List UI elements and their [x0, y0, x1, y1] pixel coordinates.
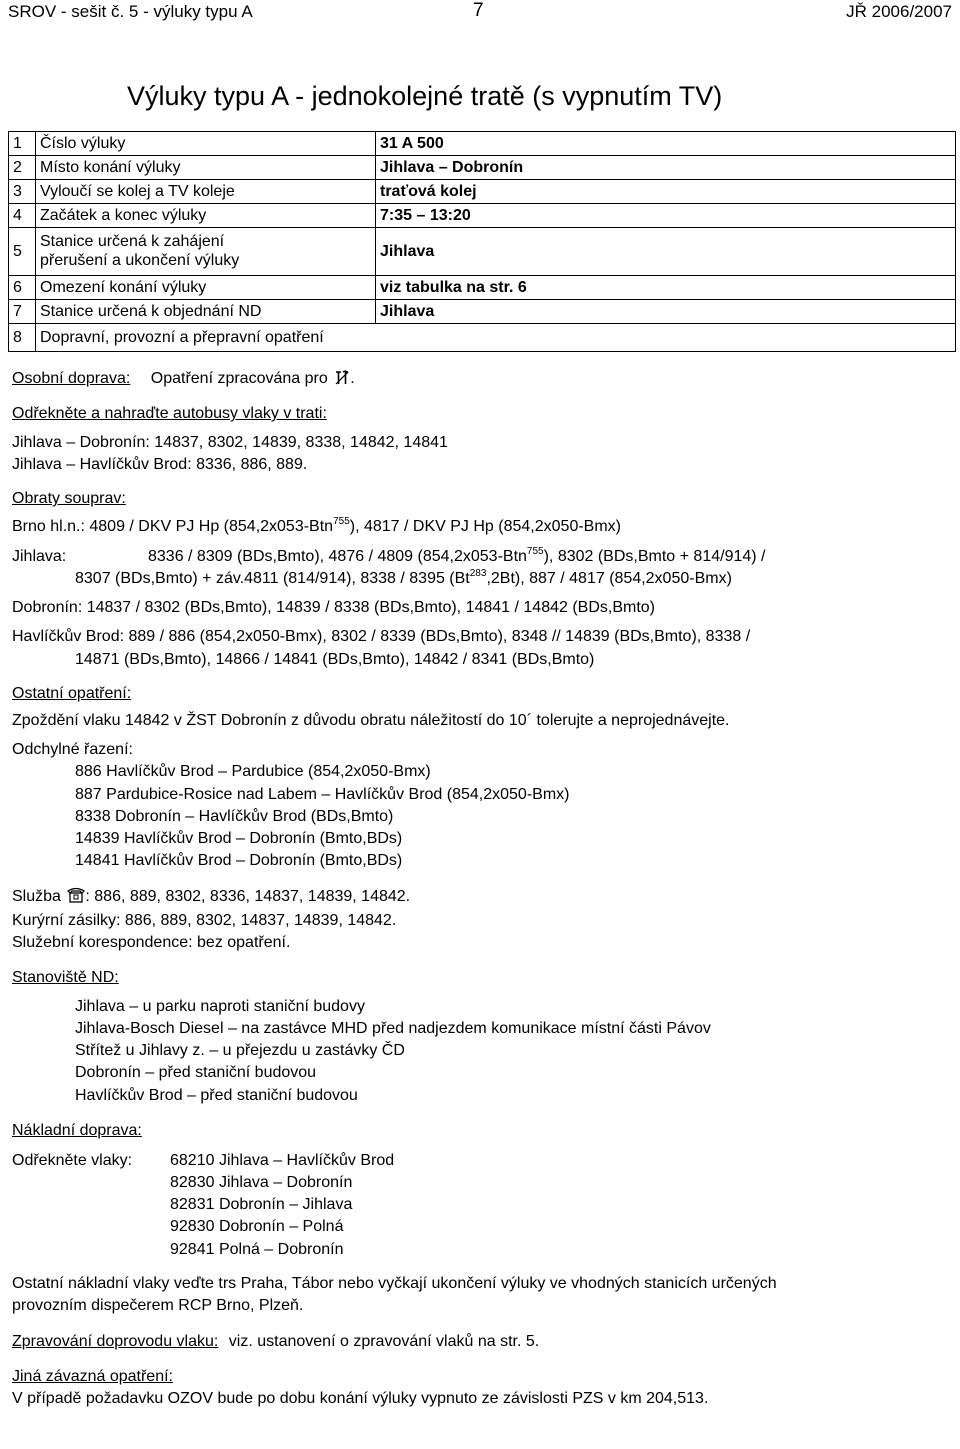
text-part: ,2Bt), 887 / 4817 (854,2x050-Bmx) — [486, 570, 732, 587]
text-part: 8307 (BDs,Bmto) + záv.4811 (814/914), 8338 / 8395 (Bt — [75, 570, 470, 587]
table-row — [9, 228, 956, 276]
header-right: JŘ 2006/2007 — [846, 2, 952, 21]
sluzba-line — [12, 887, 410, 906]
odreknete-heading: Odřekněte a nahraďte autobusy vlaky v trati: — [12, 405, 327, 422]
row-value: Jihlava — [376, 228, 956, 276]
row-number: 2 — [9, 156, 36, 180]
row-number: 6 — [9, 276, 36, 300]
obraty-jihlava-2 — [75, 569, 732, 588]
text-part: ), 4817 / DKV PJ Hp (854,2x050-Bmx) — [349, 518, 621, 535]
row-label: Začátek a konec výluky — [36, 204, 376, 228]
obraty-hb: 14871 (BDs,Bmto), 14866 / 14841 (BDs,Bmto), 14842 / 8341 (BDs,Bmto) — [75, 651, 595, 668]
odreknete-line: Jihlava – Dobronín: 14837, 8302, 14839, 8338, 14842, 14841 — [12, 434, 448, 451]
row-label: Číslo výluky — [36, 132, 376, 156]
obraty-heading: Obraty souprav: — [12, 490, 126, 507]
zpozdeni-text: Zpoždění vlaku 14842 v ŽST Dobronín z důvodu obratu náležitostí do 10´ tolerujte a neprojednávejte. — [12, 712, 730, 729]
table-row — [9, 156, 956, 180]
row-number: 5 — [9, 228, 36, 276]
obraty-brno — [12, 517, 621, 536]
row-number: 1 — [9, 132, 36, 156]
list-item: 92841 Polná – Dobronín — [170, 1241, 344, 1258]
jina-text: V případě požadavku OZOV bude po dobu konání výluky vypnuto ze závislosti PZS v km 204,513. — [12, 1390, 709, 1407]
row-label: Vyloučí se kolej a TV koleje — [36, 180, 376, 204]
row-value: 31 A 500 — [376, 132, 956, 156]
list-item: 886 Havlíčkův Brod – Pardubice (854,2x050-Bmx) — [75, 763, 431, 780]
text-part: 8336 / 8309 (BDs,Bmto), 4876 / 4809 (854,2x053-Btn — [148, 548, 527, 565]
text-part: : 886, 889, 8302, 8336, 14837, 14839, 14842. — [85, 888, 411, 905]
obraty-hb: Havlíčkův Brod: 889 / 886 (854,2x050-Bmx), 8302 / 8339 (BDs,Bmto), 8348 // 14839 (BDs,Bmto), 8338 / — [12, 628, 751, 645]
list-item: 68210 Jihlava – Havlíčkův Brod — [170, 1152, 395, 1169]
stanoviste-heading: Stanoviště ND: — [12, 969, 119, 986]
superscript: 283 — [469, 568, 487, 579]
row-label: Stanice určená k objednání ND — [36, 300, 376, 324]
table-row — [9, 324, 956, 352]
osobni-heading: Osobní doprava: — [12, 370, 131, 387]
header-left: SROV - sešit č. 5 - výluky typu A — [8, 2, 253, 21]
list-item: 14839 Havlíčkův Brod – Dobronín (Bmto,BDs) — [75, 830, 403, 847]
korespondence-line: Služební korespondence: bez opatření. — [12, 934, 291, 951]
list-item: Dobronín – před staniční budovou — [75, 1064, 317, 1081]
obraty-jihlava — [148, 547, 765, 566]
table-row — [9, 180, 956, 204]
row-number: 8 — [9, 324, 36, 352]
table-row — [9, 300, 956, 324]
text-part: Služba — [12, 888, 61, 905]
info-table — [8, 131, 956, 352]
odreknete-line: Jihlava – Havlíčkův Brod: 8336, 886, 889. — [12, 456, 308, 473]
row-value: Jihlava — [376, 300, 956, 324]
table-row — [9, 132, 956, 156]
zpravovani-line — [12, 1332, 539, 1351]
list-item: 82831 Dobronín – Jihlava — [170, 1196, 353, 1213]
nakladni-heading: Nákladní doprava: — [12, 1122, 142, 1139]
list-item: 14841 Havlíčkův Brod – Dobronín (Bmto,BDs) — [75, 852, 403, 869]
row-number: 7 — [9, 300, 36, 324]
nakladni-ostatni: Ostatní nákladní vlaky veďte trs Praha, Tábor nebo vyčkají ukončení výluky ve vhodných stanicích určených — [12, 1275, 777, 1292]
zpravovani-heading: Zpravování doprovodu vlaku: — [12, 1333, 219, 1350]
list-item: Střítež u Jihlavy z. – u přejezdu u zastávky ČD — [75, 1042, 405, 1059]
list-item: Jihlava-Bosch Diesel – na zastávce MHD před nadjezdem komunikace místní části Pávov — [75, 1020, 711, 1037]
row-label: Dopravní, provozní a přepravní opatření — [36, 324, 956, 352]
nakladni-first-prefix: Odřekněte vlaky: — [12, 1152, 133, 1169]
osobni-section — [12, 369, 355, 388]
row-label: Omezení konání výluky — [36, 276, 376, 300]
page-number: 7 — [473, 0, 484, 21]
ostatni-heading: Ostatní opatření: — [12, 685, 132, 702]
row-label-line: přerušení a ukončení výluky — [40, 251, 240, 269]
jina-heading: Jiná závazná opatření: — [12, 1368, 173, 1385]
row-label: Místo konání výluky — [36, 156, 376, 180]
obraty-jihlava-label: Jihlava: — [12, 548, 67, 565]
text-part: Brno hl.n.: 4809 / DKV PJ Hp (854,2x053-Btn — [12, 518, 334, 535]
zpravovani-text: viz. ustanovení o zpravování vlaků na str. 5. — [228, 1333, 540, 1350]
row-label — [36, 228, 376, 276]
obraty-dobronin: Dobronín: 14837 / 8302 (BDs,Bmto), 14839 / 8338 (BDs,Bmto), 14841 / 14842 (BDs,Bmto) — [12, 599, 656, 616]
table-row — [9, 204, 956, 228]
list-item: Havlíčkův Brod – před staniční budovou — [75, 1087, 358, 1104]
row-value: Jihlava – Dobronín — [376, 156, 956, 180]
superscript: 755 — [526, 546, 544, 557]
row-number: 3 — [9, 180, 36, 204]
list-item: 8338 Dobronín – Havlíčkův Brod (BDs,Bmto) — [75, 808, 394, 825]
list-item: Jihlava – u parku naproti staniční budovy — [75, 998, 365, 1015]
osobni-text: Opatření zpracována pro — [150, 370, 328, 387]
row-value: viz tabulka na str. 6 — [376, 276, 956, 300]
row-value: 7:35 – 13:20 — [376, 204, 956, 228]
pick-hammer-icon — [334, 369, 350, 385]
row-number: 4 — [9, 204, 36, 228]
list-item: 92830 Dobronín – Polná — [170, 1218, 344, 1235]
row-value: traťová kolej — [376, 180, 956, 204]
osobni-after: . — [350, 370, 355, 387]
telephone-icon — [67, 887, 85, 903]
superscript: 755 — [333, 516, 350, 527]
text-part: ), 8302 (BDs,Bmto + 814/914) / — [543, 548, 766, 565]
list-item: 82830 Jihlava – Dobronín — [170, 1174, 353, 1191]
page-title: Výluky typu A - jednokolejné tratě (s vypnutím TV) — [127, 81, 723, 111]
odchylne-heading: Odchylné řazení: — [12, 741, 133, 758]
nakladni-ostatni: provozním dispečerem RCP Brno, Plzeň. — [12, 1297, 304, 1314]
row-label-line: Stanice určená k zahájení — [40, 233, 225, 251]
kuryrni-line: Kurýrní zásilky: 886, 889, 8302, 14837, 14839, 14842. — [12, 912, 397, 929]
table-row — [9, 276, 956, 300]
list-item: 887 Pardubice-Rosice nad Labem – Havlíčkův Brod (854,2x050-Bmx) — [75, 786, 570, 803]
